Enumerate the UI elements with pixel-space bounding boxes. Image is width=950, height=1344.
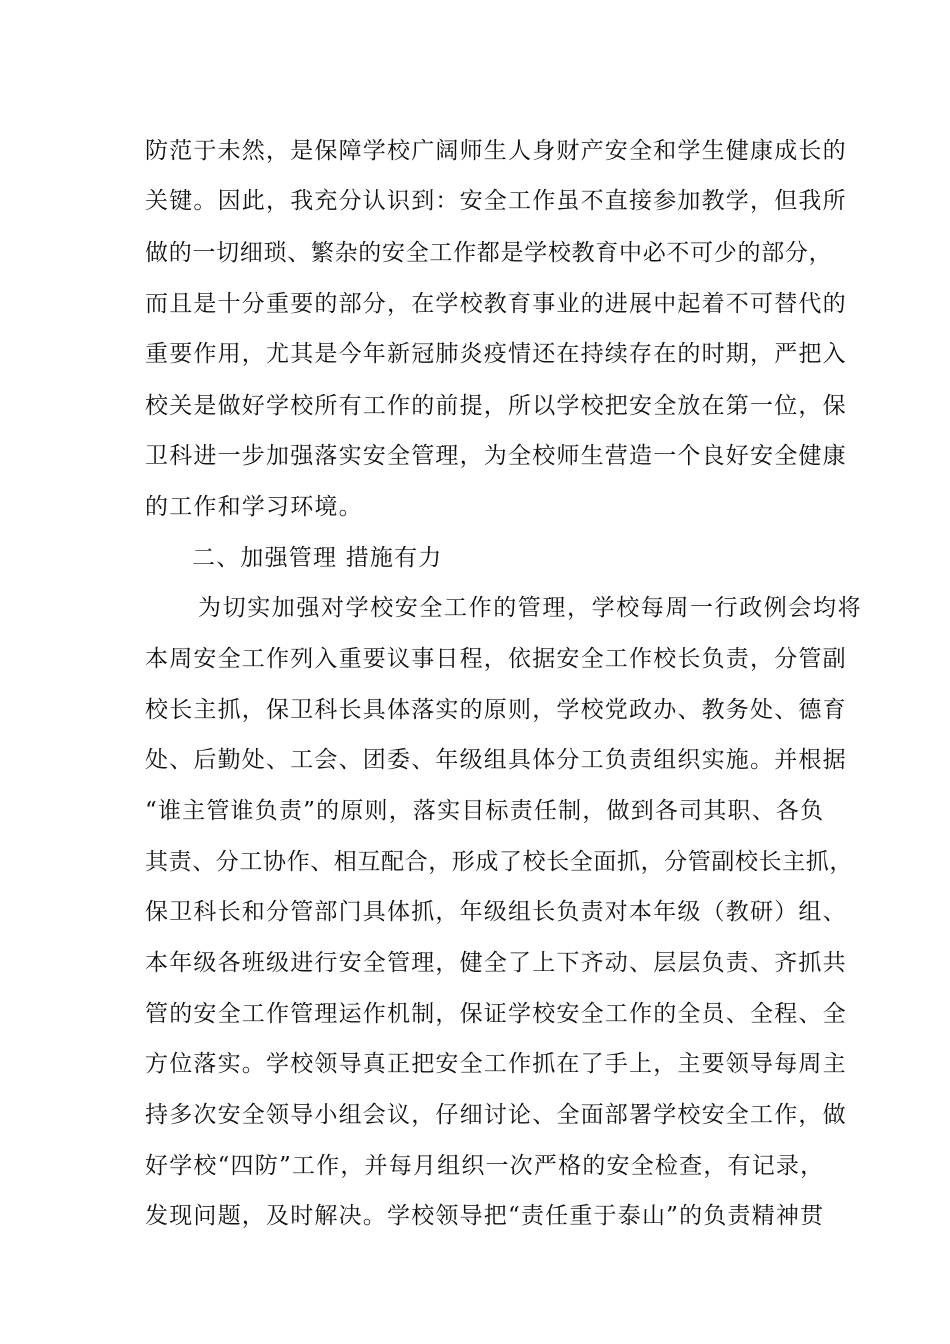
paragraph-2-line-4: 处、后勤处、工会、团委、年级组具体分工负责组织实施。并根据 xyxy=(145,747,847,773)
paragraph-1-line-7: 卫科进一步加强落实安全管理，为全校师生营造一个良好安全健康 xyxy=(145,443,847,469)
paragraph-2-line-12: 好学校“四防”工作，并每月组织一次严格的安全检查，有记录， xyxy=(145,1153,825,1179)
paragraph-2-line-10: 方位落实。学校领导真正把安全工作抓在了手上，主要领导每周主 xyxy=(145,1051,847,1077)
paragraph-2-line-7: 保卫科长和分管部门具体抓，年级组长负责对本年级（教研）组、 xyxy=(145,899,847,925)
paragraph-2-line-5: “谁主管谁负责”的原则，落实目标责任制，做到各司其职、各负 xyxy=(145,798,825,824)
paragraph-2-line-3: 校长主抓，保卫科长具体落实的原则，学校党政办、教务处、德育 xyxy=(145,697,847,723)
paragraph-2-line-1: 为切实加强对学校安全工作的管理，学校每周一行政例会均将 xyxy=(198,595,863,621)
paragraph-1-line-6: 校关是做好学校所有工作的前提，所以学校把安全放在第一位，保 xyxy=(145,393,847,419)
paragraph-1-line-4: 而且是十分重要的部分，在学校教育事业的进展中起着不可替代的 xyxy=(145,291,847,317)
paragraph-1-line-1: 防范于未然，是保障学校广阔师生人身财产安全和学生健康成长的 xyxy=(145,138,847,164)
paragraph-1-line-2: 关键。因此，我充分认识到：安全工作虽不直接参加教学，但我所 xyxy=(145,188,847,214)
section-heading: 二、加强管理 措施有力 xyxy=(192,545,443,571)
paragraph-2-line-9: 管的安全工作管理运作机制，保证学校安全工作的全员、全程、全 xyxy=(145,1001,847,1027)
paragraph-2-line-2: 本周安全工作列入重要议事日程，依据安全工作校长负责，分管副 xyxy=(145,646,847,672)
paragraph-2-line-13: 发现问题，及时解决。学校领导把“责任重于泰山”的负责精神贯 xyxy=(145,1203,825,1229)
paragraph-2-line-11: 持多次安全领导小组会议，仔细讨论、全面部署学校安全工作，做 xyxy=(145,1102,847,1128)
paragraph-2-line-6: 其责、分工协作、相互配合，形成了校长全面抓，分管副校长主抓， xyxy=(145,849,853,875)
paragraph-1-line-3: 做的一切细琐、繁杂的安全工作都是学校教育中必不可少的部分， xyxy=(145,240,833,266)
paragraph-1-line-5: 重要作用，尤其是今年新冠肺炎疫情还在持续存在的时期，严把入 xyxy=(145,341,847,367)
paragraph-2-line-8: 本年级各班级进行安全管理，健全了上下齐动、层层负责、齐抓共 xyxy=(145,950,847,976)
paragraph-1-line-8: 的工作和学习环境。 xyxy=(145,494,363,520)
